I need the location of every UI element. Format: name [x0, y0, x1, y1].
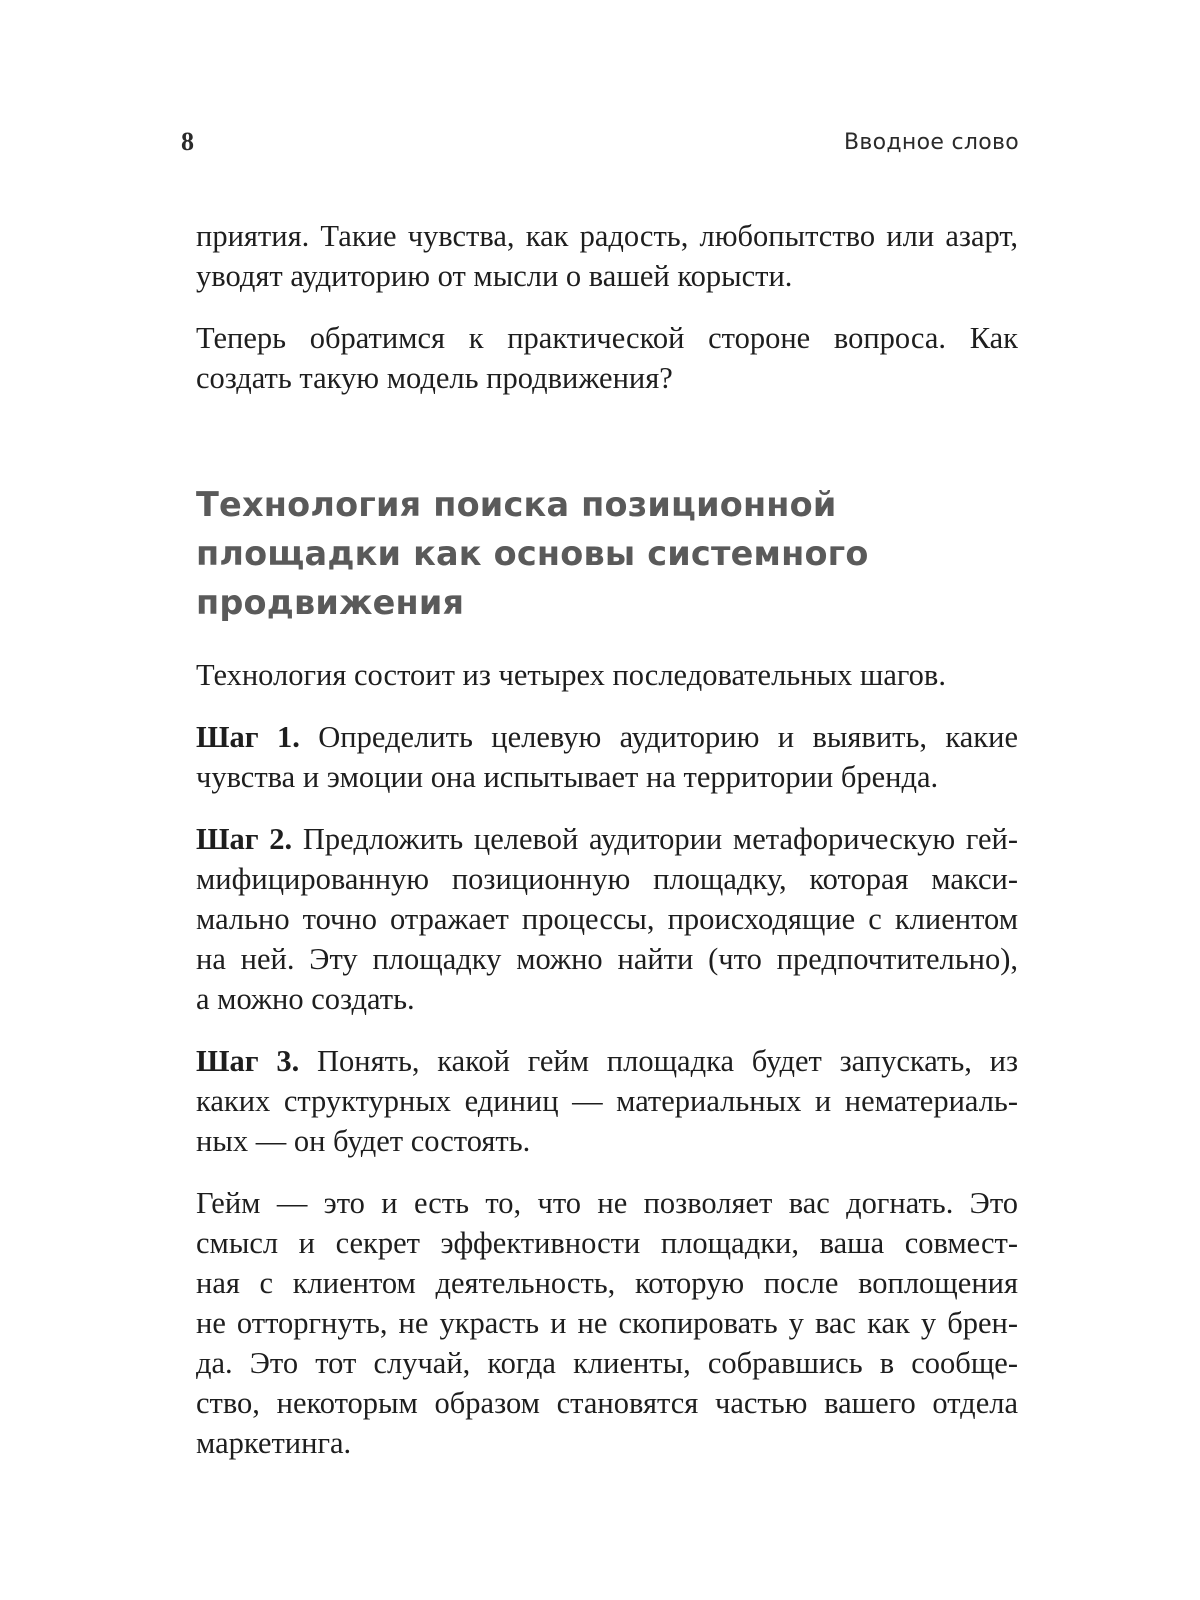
- section-heading: [196, 480, 1018, 627]
- text-line: [196, 717, 1018, 757]
- text-line: да. Это тот случай, когда клиенты, собравшись в сообще-: [196, 1346, 1018, 1380]
- text-line: мально точно отражает процессы, происходящие с клиентом: [196, 902, 1018, 936]
- paragraph-2: [196, 318, 1018, 398]
- text-line: Гейм — это и есть то, что не позволяет вас догнать. Это: [196, 1186, 1018, 1220]
- text-line: смысл и секрет эффективности площадки, ваша совмест-: [196, 1226, 1018, 1260]
- heading-line: площадки как основы системного: [196, 534, 869, 573]
- step-label: Шаг 1.: [196, 720, 300, 754]
- step-text: Определить целевую аудиторию и выявить, какие: [318, 720, 1018, 754]
- step-label: Шаг 2.: [196, 822, 293, 856]
- step-text: Понять, какой гейм площадка будет запускать, из: [317, 1044, 1018, 1078]
- step-3-paragraph: [196, 1041, 1018, 1161]
- step-1-paragraph: [196, 717, 1018, 797]
- text-line: на ней. Эту площадку можно найти (что предпочтительно),: [196, 942, 1018, 976]
- text-line: а можно создать.: [196, 982, 415, 1016]
- text-line: чувства и эмоции она испытывает на территории бренда.: [196, 760, 939, 794]
- step-label: Шаг 3.: [196, 1044, 300, 1078]
- text-line: ных — он будет состоять.: [196, 1124, 531, 1158]
- text-line: ство, некоторым образом становятся частью вашего отдела: [196, 1386, 1018, 1420]
- running-section-title: Вводное слово: [843, 130, 1019, 155]
- page-body: [196, 216, 1018, 1463]
- text-line: маркетинга.: [196, 1426, 352, 1460]
- text-line: приятия. Такие чувства, как радость, любопытство или азарт,: [196, 219, 1018, 253]
- paragraph-3: [196, 655, 1018, 695]
- text-line: не отторгнуть, не украсть и не скопировать у вас как у брен-: [196, 1306, 1018, 1340]
- paragraph-4: [196, 1183, 1018, 1463]
- text-line: каких структурных единиц — материальных и нематериаль-: [196, 1084, 1018, 1118]
- text-line: мифицированную позиционную площадку, которая макси-: [196, 862, 1018, 896]
- text-line: уводят аудиторию от мысли о вашей корысти.: [196, 259, 793, 293]
- text-line: [196, 1041, 1018, 1081]
- text-line: ная с клиентом деятельность, которую после воплощения: [196, 1266, 1018, 1300]
- text-line: [196, 819, 1018, 859]
- running-head: [181, 124, 1019, 164]
- step-text: Предложить целевой аудитории метафорическую гей-: [302, 822, 1019, 856]
- text-line: создать такую модель продвижения?: [196, 361, 673, 395]
- paragraph-1: [196, 216, 1018, 296]
- step-2-paragraph: [196, 819, 1018, 1019]
- text-line: Теперь обратимся к практической стороне вопроса. Как: [196, 321, 1018, 355]
- text-line: Технология состоит из четырех последовательных шагов.: [196, 658, 946, 692]
- page-number: 8: [181, 127, 194, 156]
- heading-line: Технология поиска позиционной: [196, 485, 837, 524]
- heading-line: продвижения: [196, 583, 465, 622]
